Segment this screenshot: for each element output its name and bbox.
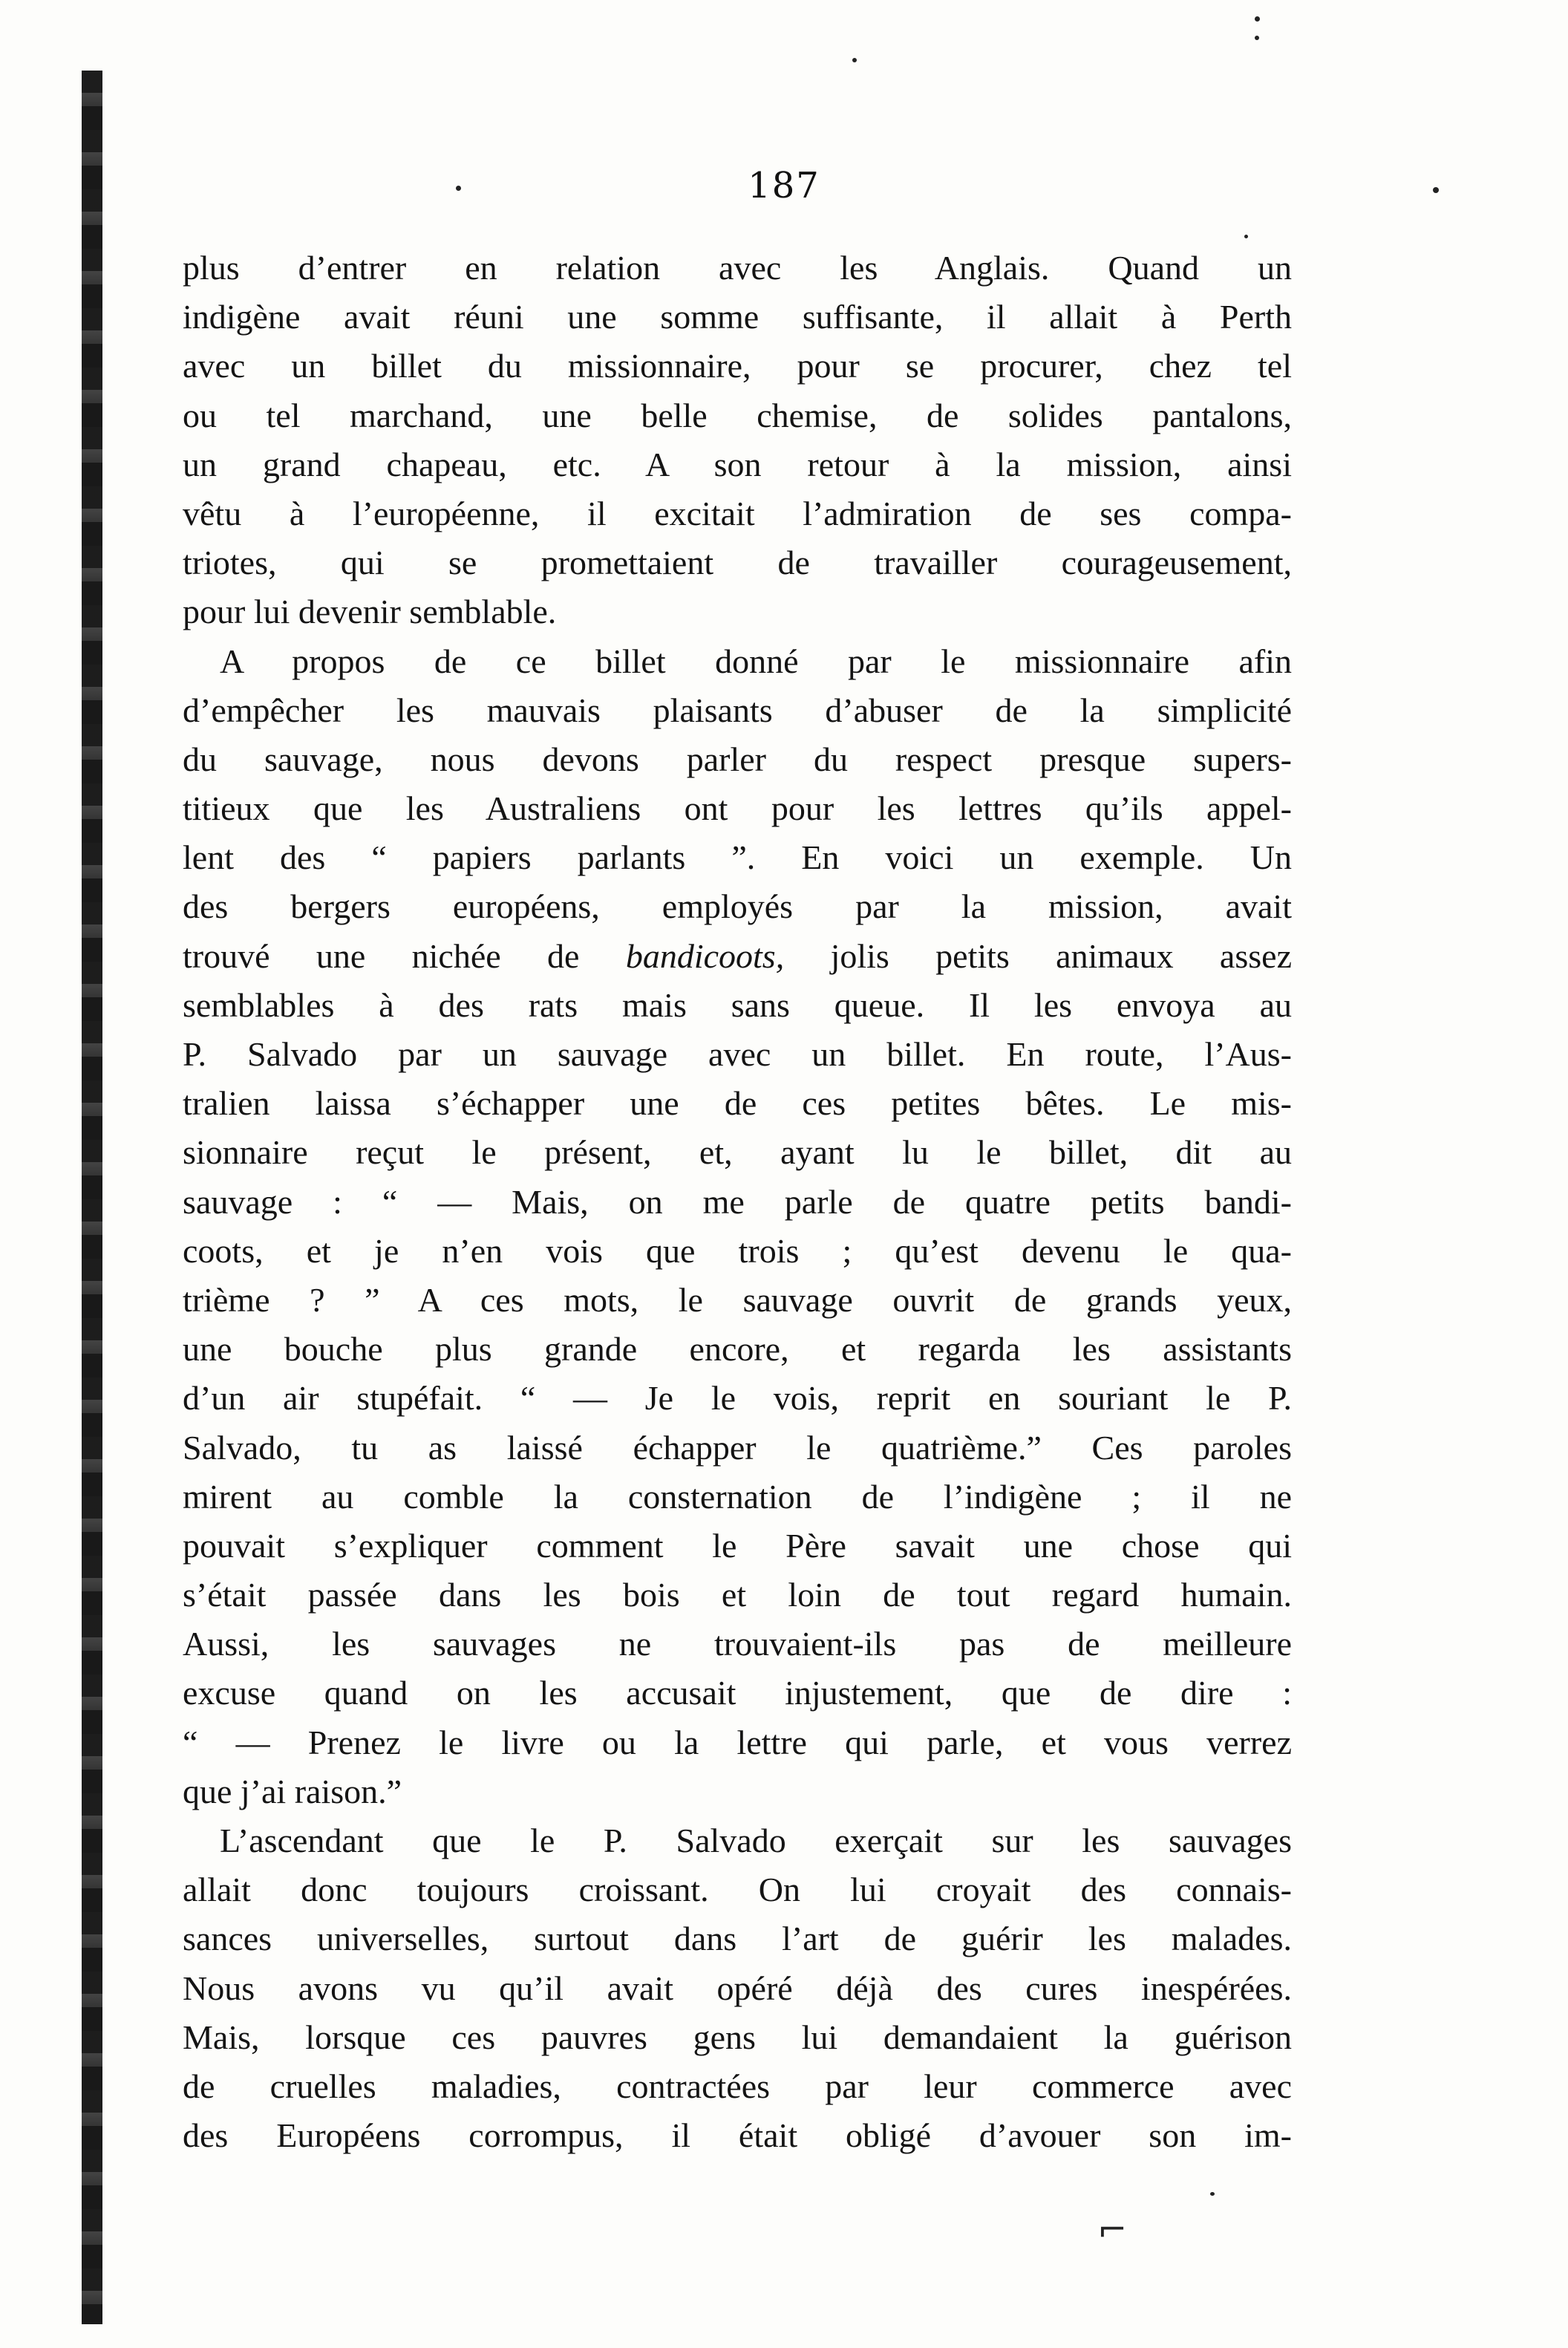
text-segment: jolis petits animaux assez — [830, 936, 1292, 975]
text-line: mirent au comble la consternation de l’indigène ; il ne — [183, 1477, 1292, 1516]
text-line: que j’ai raison.” — [183, 1772, 402, 1810]
text-line: vêtu à l’européenne, il excitait l’admiration de ses compa- — [183, 494, 1292, 532]
text-line: tralien laissa s’échapper une de ces petites bêtes. Le mis- — [183, 1084, 1292, 1123]
text-line: indigène avait réuni une somme suffisante, il allait à Perth — [183, 298, 1292, 336]
binding-edge — [82, 71, 102, 2324]
scan-speck — [1255, 16, 1260, 22]
text-line: pouvait s’expliquer comment le Père savait une chose qui — [183, 1526, 1292, 1565]
text-line: Aussi, les sauvages ne trouvaient-ils pas de meilleure — [183, 1625, 1292, 1663]
text-line: triotes, qui se promettaient de travailler courageusement, — [183, 544, 1292, 582]
text-line: du sauvage, nous devons parler du respect presque supers- — [183, 740, 1292, 778]
text-line: une bouche plus grande encore, et regarda les assistants — [183, 1330, 1292, 1369]
italic-word: bandicoots, — [625, 936, 785, 975]
text-line: L’ascendant que le P. Salvado exerçait sur les sauvages — [220, 1822, 1292, 1859]
text-line: s’était passée dans les bois et loin de tout regard humain. — [183, 1576, 1292, 1614]
text-line: sances universelles, surtout dans l’art de guérir les malades. — [183, 1920, 1292, 1958]
text-line: des Européens corrompus, il était obligé d’avouer son im- — [183, 2116, 1292, 2155]
text-line: lent des “ papiers parlants ”. En voici un exemple. Un — [183, 838, 1292, 877]
text-line: sauvage : “ — Mais, on me parle de quatre petits bandi- — [183, 1182, 1292, 1221]
body-text — [183, 244, 1292, 2160]
scan-speck — [852, 58, 857, 62]
text-line: des bergers européens, employés par la mission, avait — [183, 887, 1292, 926]
scan-speck — [456, 186, 461, 191]
text-line: semblables à des rats mais sans queue. Il les envoya au — [183, 985, 1292, 1024]
text-line: Salvado, tu as laissé échapper le quatrième.” Ces paroles — [183, 1428, 1292, 1467]
scan-speck — [1210, 2192, 1215, 2196]
text-line: de cruelles maladies, contractées par leur commerce avec — [183, 2067, 1292, 2105]
text-line: d’un air stupéfait. “ — Je le vois, reprit en souriant le P. — [183, 1379, 1292, 1418]
page-number: 187 — [748, 165, 820, 206]
text-line: excuse quand on les accusait injustement, que de dire : — [183, 1674, 1292, 1712]
text-line: trième ? ” A ces mots, le sauvage ouvrit de grands yeux, — [183, 1280, 1292, 1319]
scan-speck — [1244, 235, 1248, 238]
text-line: “ — Prenez le livre ou la lettre qui parle, et vous verrez — [183, 1723, 1292, 1761]
text-line: Nous avons vu qu’il avait opéré déjà des cures inespérées. — [183, 1969, 1292, 2007]
text-line-mixed — [183, 932, 1292, 981]
text-segment: trouvé une nichée de — [183, 936, 580, 975]
text-line: A propos de ce billet donné par le missionnaire afin — [220, 642, 1292, 680]
text-line: titieux que les Australiens ont pour les lettres qu’ils appel- — [183, 789, 1292, 828]
text-line: P. Salvado par un sauvage avec un billet. En route, l’Aus- — [183, 1035, 1292, 1073]
text-line: pour lui devenir semblable. — [183, 593, 557, 631]
text-line: avec un billet du missionnaire, pour se procurer, chez tel — [183, 347, 1292, 385]
text-line: ou tel marchand, une belle chemise, de solides pantalons, — [183, 396, 1292, 434]
text-line: un grand chapeau, etc. A son retour à la mission, ainsi — [183, 445, 1292, 483]
text-line: coots, et je n’en vois que trois ; qu’est devenu le qua- — [183, 1231, 1292, 1270]
text-line: sionnaire reçut le présent, et, ayant lu le billet, dit au — [183, 1133, 1292, 1172]
scan-speck — [1255, 36, 1259, 40]
scan-speck — [1433, 187, 1439, 193]
text-line: d’empêcher les mauvais plaisants d’abuser de la simplicité — [183, 691, 1292, 729]
text-line: plus d’entrer en relation avec les Anglais. Quand un — [183, 249, 1292, 287]
text-line: allait donc toujours croissant. On lui croyait des connais- — [183, 1871, 1292, 1909]
text-line: Mais, lorsque ces pauvres gens lui demandaient la guérison — [183, 2018, 1292, 2056]
stray-ink-mark: ⌐ — [1097, 2209, 1128, 2251]
